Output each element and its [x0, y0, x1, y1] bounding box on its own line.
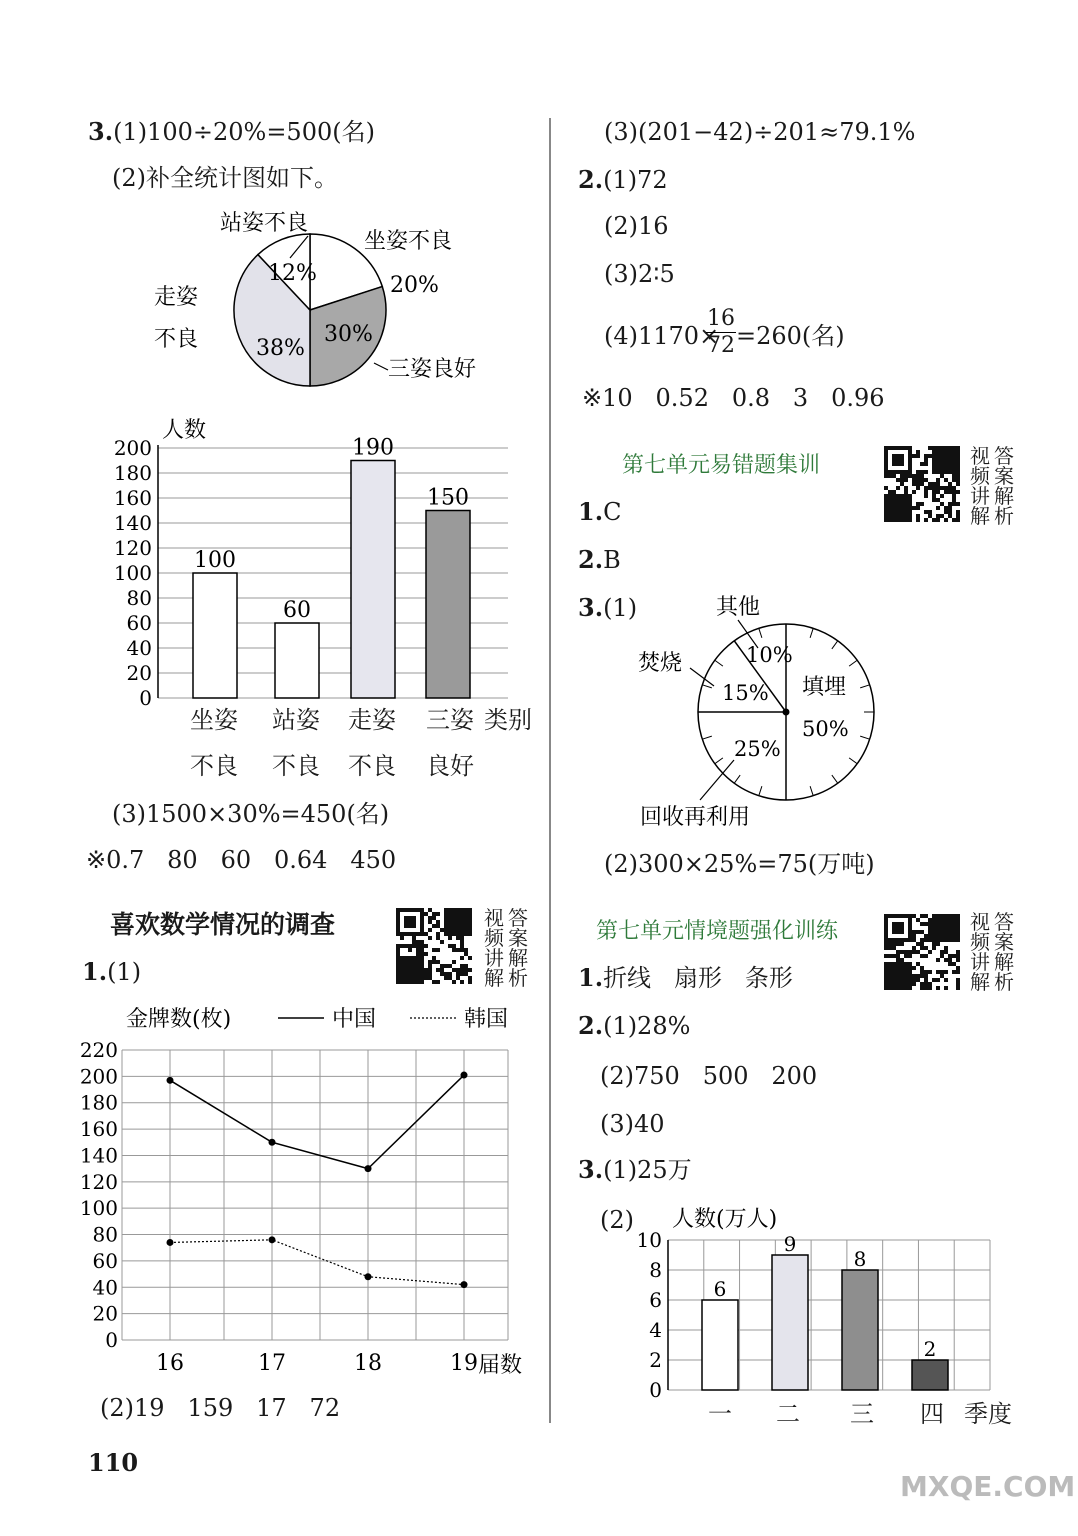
- line-point-2-1: [167, 1239, 174, 1246]
- bar1-value-2: 60: [283, 598, 311, 623]
- line-ytick-220: 220: [79, 1038, 118, 1062]
- bar2-bar-4: [912, 1360, 948, 1390]
- line-xtick-17: 17: [258, 1351, 286, 1376]
- bar2-ytick-6: 6: [649, 1288, 662, 1312]
- bar2-value-1: 6: [713, 1277, 727, 1301]
- r-q2-1: 2.(1)72: [578, 165, 668, 194]
- bar2-ytick-2: 2: [649, 1348, 662, 1372]
- u-q1: 1.C: [578, 497, 622, 526]
- s-q2-2: (2)750 500 200: [600, 1062, 818, 1090]
- line-xtick-19: 19: [450, 1351, 478, 1376]
- r-line1: (3)(201−42)÷201≈79.1%: [604, 118, 916, 146]
- legend-china: 中国: [332, 1007, 377, 1032]
- pie1-pct-walk: 38%: [256, 336, 305, 361]
- pie1-label-walk2: 不良: [154, 327, 199, 352]
- line-xtick-18: 18: [354, 1351, 382, 1376]
- u-q3-2: (2)300×25%=75(万吨): [604, 850, 875, 878]
- line-point-2-4: [461, 1281, 468, 1288]
- bar2-value-4: 2: [923, 1337, 937, 1361]
- bar1-cat-2-line2: 不良: [272, 752, 320, 780]
- line-point-1-4: [461, 1072, 468, 1079]
- bar1-value-3: 190: [352, 435, 394, 461]
- bar1-ytick-200: 200: [113, 436, 152, 460]
- line-ytick-140: 140: [79, 1143, 118, 1168]
- line-point-2-3: [365, 1273, 372, 1280]
- survey-q2: (2)19 159 17 72: [100, 1394, 341, 1422]
- bar1-cat-2-line1: 站姿: [272, 706, 320, 734]
- bar1-ytick-40: 40: [126, 636, 152, 660]
- watermark-logo: MXQE.COM: [900, 1470, 1076, 1503]
- pie2-pct-recycle: 25%: [734, 737, 781, 761]
- r-q2-3: (3)2∶5: [604, 260, 675, 288]
- q3-part1: 3.(1)100÷20%=500(名): [88, 117, 375, 146]
- bar2-ytick-0: 0: [649, 1378, 662, 1402]
- bar2-value-3: 8: [853, 1247, 867, 1271]
- bar1-ytick-100: 100: [113, 561, 152, 585]
- bar2-ytick-8: 8: [649, 1258, 662, 1282]
- fraction-numerator: 16: [707, 306, 735, 331]
- qr-code-icon-3[interactable]: [884, 914, 960, 990]
- bar1-ytick-20: 20: [126, 661, 152, 685]
- left-bonus: ※0.7 80 60 0.64 450: [86, 846, 397, 874]
- line-xtick-16: 16: [156, 1351, 184, 1376]
- bar2-cat-3: 三: [850, 1400, 874, 1428]
- line-ytick-80: 80: [92, 1222, 118, 1247]
- u-q2: 2.B: [578, 545, 621, 574]
- s-q3-2: (2): [600, 1206, 634, 1234]
- scene-title: 第七单元情境题强化训练: [596, 919, 839, 944]
- qr-code-icon-2[interactable]: [884, 446, 960, 522]
- bar1-ytick-120: 120: [113, 536, 152, 560]
- bar2-cat-2: 二: [776, 1400, 800, 1428]
- r-q2-4-post: =260(名): [736, 322, 845, 350]
- pie2-center: [783, 709, 790, 716]
- pie1-label-good: 三姿良好: [388, 357, 477, 382]
- line-point-1-2: [269, 1139, 276, 1146]
- bar2-ytick-4: 4: [649, 1318, 662, 1342]
- pie-chart-waste: [630, 590, 950, 835]
- s-q2-3: (3)40: [600, 1110, 665, 1138]
- line-ytick-40: 40: [92, 1275, 118, 1300]
- line-series-1: [170, 1075, 464, 1169]
- line-ytick-60: 60: [92, 1248, 118, 1273]
- pie1-pct-good: 30%: [324, 322, 373, 347]
- bar2-ytick-10: 10: [636, 1228, 662, 1252]
- bar1-ytick-140: 140: [113, 511, 152, 535]
- s-q2-1: 2.(1)28%: [578, 1011, 691, 1040]
- bar1-bar-2: [275, 623, 319, 698]
- bar1-bar-3: [351, 461, 395, 699]
- qr-caption-3: 视 频 讲 解 答 案 解 析: [970, 910, 1014, 994]
- bar1-ytick-160: 160: [113, 486, 152, 510]
- pie2-label-recycle: 回收再利用: [640, 805, 751, 830]
- pie1-label-sit: 坐姿不良: [364, 229, 453, 254]
- bar1-cat-4-line1: 三姿: [426, 706, 474, 734]
- line-xlabel: 届数: [478, 1353, 523, 1378]
- bar1-value-4: 150: [427, 485, 469, 511]
- line-ytick-20: 20: [92, 1301, 118, 1326]
- bar2-ylabel: 人数(万人): [672, 1207, 778, 1232]
- bar1-ytick-60: 60: [126, 611, 152, 635]
- bar1-cat-3-line2: 不良: [348, 752, 396, 780]
- pie2-label-burn: 焚烧: [638, 651, 683, 676]
- line-series-2: [170, 1240, 464, 1285]
- survey-title: 喜欢数学情况的调查: [110, 910, 336, 939]
- line-point-1-1: [167, 1077, 174, 1084]
- fraction-denominator: 72: [707, 333, 735, 358]
- bar-chart-posture: [100, 415, 550, 790]
- pie1-pct-sit: 20%: [390, 273, 439, 298]
- s-q3-1: 3.(1)25万: [578, 1155, 692, 1184]
- bar2-cat-4: 四: [920, 1400, 944, 1428]
- s-q1: 1.折线 扇形 条形: [578, 963, 793, 992]
- qr-code-icon[interactable]: [396, 908, 472, 984]
- qr-caption-2: 视 频 讲 解 答 案 解 析: [970, 444, 1014, 528]
- pie1-label-walk1: 走姿: [154, 285, 199, 310]
- line-ytick-160: 160: [79, 1117, 118, 1142]
- pie1-label-stand: 站姿不良: [220, 211, 309, 236]
- pie2-pct-landfill: 50%: [802, 717, 849, 741]
- fraction: [706, 306, 736, 359]
- r-bonus: ※10 0.52 0.8 3 0.96: [582, 384, 885, 412]
- column-divider: [549, 118, 551, 1423]
- pie2-pct-other: 10%: [746, 643, 793, 667]
- line-ytick-100: 100: [79, 1196, 118, 1221]
- bar1-ytick-180: 180: [113, 461, 152, 485]
- survey-q1: 1.(1): [82, 957, 142, 986]
- legend-korea: 韩国: [464, 1007, 509, 1032]
- line-point-2-2: [269, 1236, 276, 1243]
- bar1-xlabel: 类别: [484, 706, 532, 734]
- u-q3-1: 3.(1): [578, 593, 638, 622]
- bar1-cat-1-line2: 不良: [190, 752, 238, 780]
- pie2-label-landfill: 填埋: [802, 675, 847, 700]
- bar2-bar-1: [702, 1300, 738, 1390]
- line-ytick-200: 200: [79, 1064, 118, 1089]
- pie1-pct-stand: 12%: [268, 261, 317, 286]
- r-q2-2: (2)16: [604, 212, 669, 240]
- bar1-cat-3-line1: 走姿: [348, 706, 396, 734]
- q3-part3: (3)1500×30%=450(名): [112, 800, 390, 828]
- line-point-1-3: [365, 1165, 372, 1172]
- page-number: 110: [88, 1448, 139, 1477]
- pie-chart-posture: [140, 200, 500, 420]
- bar2-xlabel: 季度: [964, 1400, 1012, 1428]
- bar2-bar-3: [842, 1270, 878, 1390]
- bar1-bar-1: [193, 573, 237, 698]
- line-chart-medals: [66, 1000, 546, 1390]
- pie2-label-other: 其他: [716, 595, 761, 620]
- bar1-ytick-0: 0: [139, 686, 152, 710]
- qr-caption: 视 频 讲 解 答 案 解 析: [484, 906, 528, 990]
- bar1-cat-4-line2: 良好: [426, 752, 474, 780]
- r-q2-4-pre: (4)1170×: [604, 322, 720, 350]
- unit7-title: 第七单元易错题集训: [622, 453, 821, 478]
- bar1-value-1: 100: [194, 548, 236, 573]
- bar2-bar-2: [772, 1255, 808, 1390]
- bar1-ylabel: 人数: [162, 418, 207, 443]
- pie2-pct-burn: 15%: [722, 681, 769, 705]
- bar1-cat-1-line1: 坐姿: [190, 706, 238, 734]
- line-ytick-180: 180: [79, 1090, 118, 1115]
- q3-part2: (2)补全统计图如下。: [112, 164, 338, 192]
- line-ytick-0: 0: [105, 1328, 118, 1352]
- line-ylabel: 金牌数(枚): [126, 1007, 232, 1032]
- bar2-cat-1: 一: [708, 1400, 732, 1428]
- line-ytick-120: 120: [79, 1169, 118, 1194]
- bar1-bar-4: [426, 511, 470, 699]
- bar2-value-2: 9: [783, 1232, 797, 1256]
- bar1-ytick-80: 80: [126, 586, 152, 610]
